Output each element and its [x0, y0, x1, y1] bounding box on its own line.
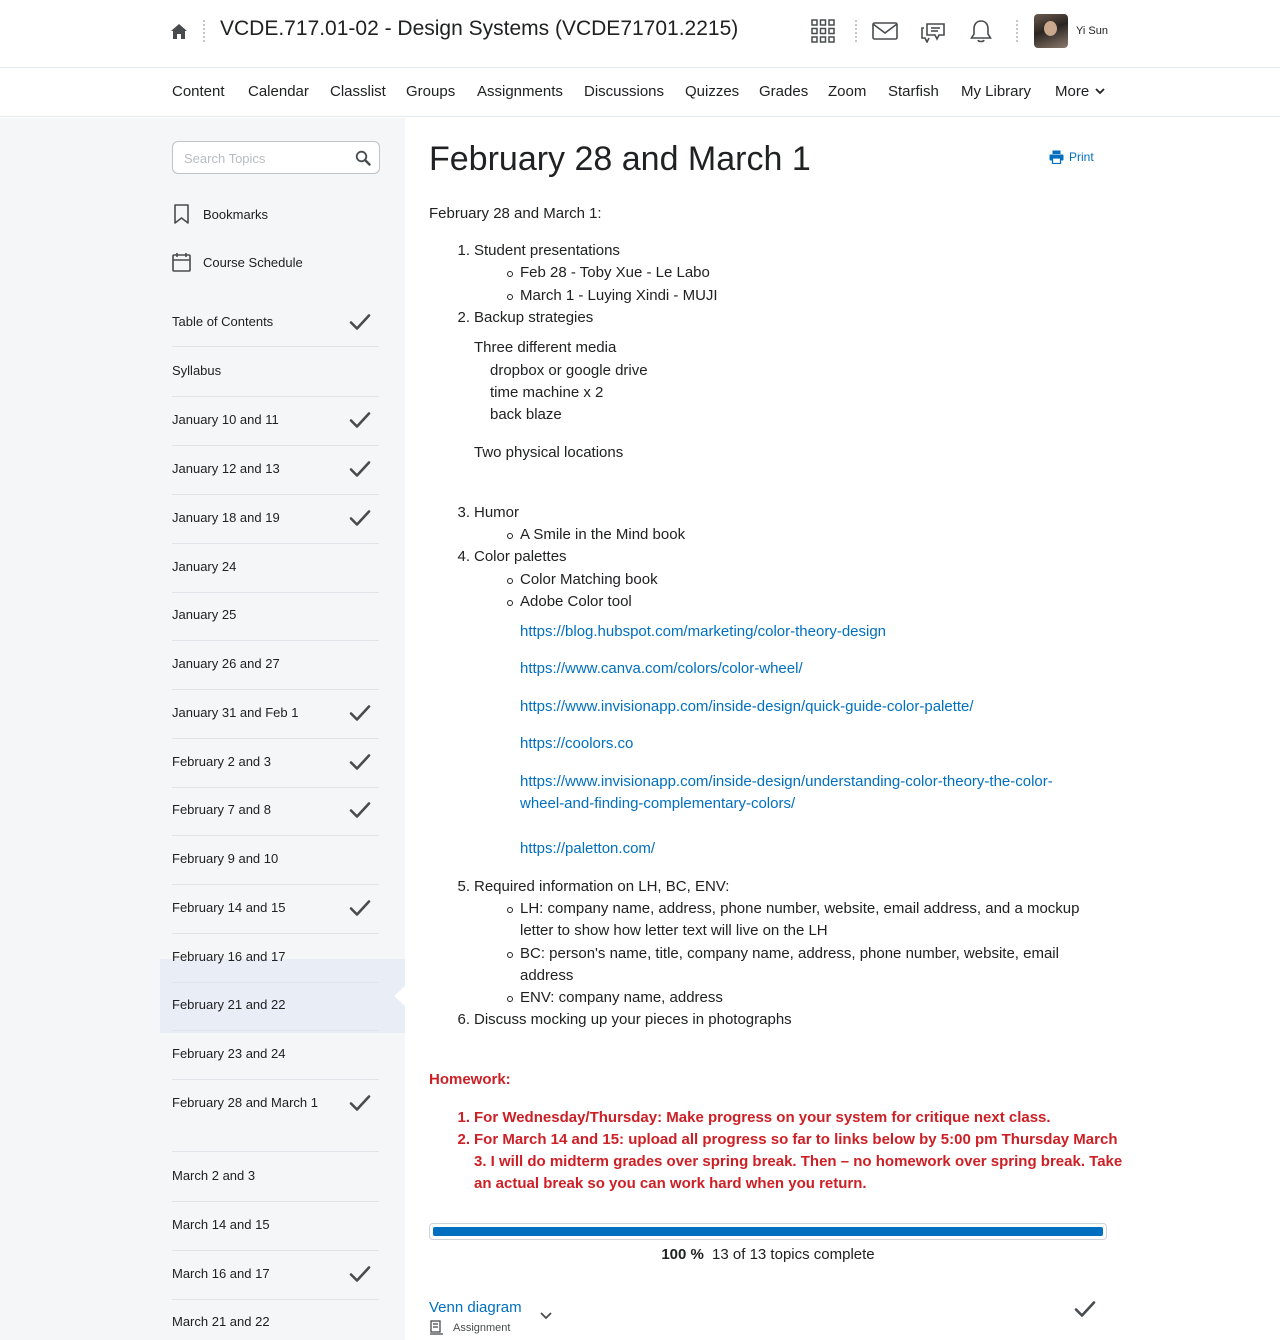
list-number: 2.	[457, 309, 470, 326]
toc-complete-check	[349, 1265, 371, 1283]
bullet	[507, 533, 513, 539]
divider	[1016, 20, 1018, 42]
topic-type-label: Assignment	[453, 1321, 511, 1334]
toc-item[interactable]	[172, 642, 379, 690]
toc-complete-check	[349, 899, 371, 917]
list-subitem: Adobe Color tool	[520, 593, 632, 610]
nav-more-button[interactable]	[1055, 83, 1105, 100]
toc-item[interactable]	[172, 983, 379, 1031]
progress-count: 13 of 13 topics complete	[712, 1246, 875, 1263]
course-navbar	[0, 68, 1280, 117]
checkmark-icon	[349, 313, 371, 331]
checkmark-icon	[349, 509, 371, 527]
bell-icon	[970, 19, 992, 43]
list-item: Student presentations	[474, 242, 620, 259]
top-header	[0, 0, 1280, 68]
list-number: 1.	[457, 242, 470, 259]
progress-fill	[433, 1227, 1103, 1236]
search-button[interactable]	[355, 150, 371, 166]
nav-starfish[interactable]: Starfish	[888, 83, 939, 100]
page-title: February 28 and March 1	[429, 140, 811, 178]
subscription-alerts-button[interactable]	[919, 17, 947, 45]
toc-item-label: March 16 and 17	[172, 1266, 270, 1281]
printer-icon	[1049, 150, 1064, 164]
toc-complete-check	[349, 1094, 371, 1112]
toc-item-label: February 2 and 3	[172, 754, 272, 769]
toc-item[interactable]	[172, 788, 379, 836]
toc-complete-check	[349, 460, 371, 478]
toc-item[interactable]	[172, 1032, 379, 1080]
homework-item-cont: 3. I will do midterm grades over spring break. Then – no homework over spring break. Take	[474, 1153, 1123, 1170]
list-subitem: BC: person's name, title, company name, address, phone number, website, email	[520, 945, 1059, 962]
homework-item-cont: an actual break so you can work hard when you return.	[474, 1175, 867, 1192]
bullet	[507, 294, 513, 300]
bullet	[507, 600, 513, 606]
print-label: Print	[1069, 150, 1094, 164]
nav-my-library[interactable]: My Library	[961, 83, 1032, 100]
chevron-down-icon	[1095, 88, 1105, 95]
toc-item[interactable]	[172, 447, 379, 495]
homework-number: 1.	[457, 1109, 470, 1126]
bullet	[507, 907, 513, 913]
checkmark-icon	[349, 704, 371, 722]
list-item: Humor	[474, 504, 520, 521]
bullet	[507, 952, 513, 958]
bookmarks-link[interactable]	[172, 204, 268, 224]
homework-heading: Homework:	[429, 1071, 511, 1088]
bookmark-icon	[172, 204, 191, 224]
bullet	[507, 578, 513, 584]
toc-item-label: February 21 and 22	[172, 997, 286, 1012]
list-subitem-cont: letter to show how letter text will live on the LH	[520, 922, 828, 939]
nav-discussions[interactable]: Discussions	[584, 83, 665, 100]
list-number: 5.	[457, 878, 470, 895]
update-alerts-button[interactable]	[967, 17, 995, 45]
avatar[interactable]	[1034, 14, 1068, 48]
mail-icon	[872, 22, 898, 40]
nav-assignments[interactable]: Assignments	[477, 83, 563, 100]
toc-item[interactable]	[172, 1300, 379, 1340]
topic-complete-check	[1074, 1300, 1096, 1318]
toc-item-label: March 2 and 3	[172, 1168, 256, 1183]
toc-item[interactable]	[172, 886, 379, 934]
progress-summary	[429, 1246, 1107, 1263]
calendar-icon	[172, 252, 191, 272]
toc-item-label: February 7 and 8	[172, 802, 272, 817]
search-input[interactable]	[184, 150, 349, 166]
toc-item-label: Table of Contents	[172, 314, 274, 329]
course-schedule-label: Course Schedule	[203, 254, 303, 270]
toc-complete-check	[349, 313, 371, 331]
nav-zoom[interactable]: Zoom	[828, 83, 867, 100]
course-selector-button[interactable]	[809, 17, 837, 45]
homework-number: 2.	[457, 1131, 470, 1148]
list-number: 3.	[457, 504, 470, 521]
message-alerts-button[interactable]	[871, 17, 899, 45]
toc-complete-check	[349, 509, 371, 527]
checkmark-icon	[349, 1094, 371, 1112]
intro-text: February 28 and March 1:	[429, 205, 602, 222]
color-link-canva[interactable]: https://www.canva.com/colors/color-wheel/	[520, 660, 803, 677]
color-link-paletton[interactable]: https://paletton.com/	[520, 840, 656, 857]
toc-item[interactable]	[172, 545, 379, 593]
list-subitem-cont: address	[520, 967, 574, 984]
chevron-down-icon	[538, 1308, 554, 1324]
checkmark-icon	[349, 460, 371, 478]
progress-percent: 100 %	[661, 1246, 704, 1263]
print-button[interactable]	[1049, 150, 1094, 164]
paragraph: time machine x 2	[490, 384, 604, 401]
toc-item[interactable]	[172, 496, 379, 544]
toc-item[interactable]	[172, 300, 379, 347]
venn-diagram-link[interactable]: Venn diagram	[429, 1299, 522, 1316]
color-link-invision-palette[interactable]: https://www.invisionapp.com/inside-design/quick-guide-color-palette/	[520, 698, 974, 715]
toc-item-label: February 14 and 15	[172, 900, 286, 915]
paragraph: back blaze	[490, 406, 562, 423]
checkmark-icon	[349, 753, 371, 771]
toc-item-label: February 9 and 10	[172, 851, 279, 866]
toc-item-label: Syllabus	[172, 363, 222, 378]
toc-item-label: January 26 and 27	[172, 656, 280, 671]
home-icon	[171, 24, 187, 39]
list-item: Discuss mocking up your pieces in photographs	[474, 1011, 792, 1028]
nav-classlist[interactable]: Classlist	[330, 83, 386, 100]
search-icon	[355, 150, 371, 166]
list-number: 6.	[457, 1011, 470, 1028]
checkmark-icon	[349, 801, 371, 819]
toc-item-label: January 25	[172, 607, 237, 622]
toc-item[interactable]	[172, 349, 379, 397]
chat-icon	[920, 19, 946, 43]
paragraph: Two physical locations	[474, 444, 624, 461]
toc-item[interactable]	[172, 1252, 379, 1300]
toc-item-label: January 24	[172, 559, 237, 574]
course-schedule-link[interactable]	[172, 252, 303, 272]
course-title[interactable]: VCDE.717.01-02 - Design Systems (VCDE71701.2215)	[220, 17, 739, 40]
topic-options-button[interactable]	[538, 1308, 554, 1324]
home-button[interactable]	[170, 22, 188, 40]
list-subitem: Feb 28 - Toby Xue - Le Labo	[520, 264, 710, 281]
paragraph: Three different media	[474, 339, 617, 356]
user-name[interactable]: Yi Sun	[1076, 25, 1109, 37]
toc-complete-check	[349, 411, 371, 429]
list-number: 4.	[457, 548, 470, 565]
waffle-grid-icon	[811, 19, 835, 43]
list-item: Color palettes	[474, 548, 567, 565]
list-item: Required information on LH, BC, ENV:	[474, 878, 730, 895]
nav-quizzes[interactable]: Quizzes	[685, 83, 740, 100]
toc-item[interactable]	[172, 1154, 379, 1202]
color-link-hubspot[interactable]: https://blog.hubspot.com/marketing/color-theory-design	[520, 623, 887, 640]
toc-item[interactable]	[172, 691, 379, 739]
toc-item-label: January 12 and 13	[172, 461, 280, 476]
color-link-invision-theory-cont[interactable]: wheel-and-finding-complementary-colors/	[520, 795, 796, 812]
nav-grades[interactable]: Grades	[759, 83, 809, 100]
toc-item-label: March 14 and 15	[172, 1217, 270, 1232]
checkmark-icon	[1074, 1300, 1096, 1318]
toc-item[interactable]	[172, 1081, 379, 1152]
assignment-icon	[429, 1320, 444, 1335]
toc-item[interactable]	[172, 740, 379, 788]
checkmark-icon	[349, 411, 371, 429]
toc-item[interactable]	[172, 1203, 379, 1251]
toc-item-label: March 21 and 22	[172, 1314, 270, 1329]
toc-item-label: January 10 and 11	[172, 412, 279, 427]
divider	[203, 20, 205, 42]
toc-item[interactable]	[172, 837, 379, 885]
list-subitem: March 1 - Luying Xindi - MUJI	[520, 287, 718, 304]
toc-item-label: February 16 and 17	[172, 949, 286, 964]
search-topics-box	[172, 141, 380, 174]
toc-item-label: January 18 and 19	[172, 510, 280, 525]
paragraph: dropbox or google drive	[490, 362, 648, 379]
nav-groups[interactable]: Groups	[406, 83, 456, 100]
toc-complete-check	[349, 801, 371, 819]
checkmark-icon	[349, 1265, 371, 1283]
toc-item[interactable]	[172, 935, 379, 983]
color-link-coolors[interactable]: https://coolors.co	[520, 735, 634, 752]
toc-item-label: January 31 and Feb 1	[172, 705, 299, 720]
list-subitem: A Smile in the Mind book	[520, 526, 686, 543]
topic-type	[429, 1320, 510, 1335]
toc-item-label: February 28 and March 1	[172, 1095, 318, 1110]
bookmarks-label: Bookmarks	[203, 206, 269, 222]
toc-complete-check	[349, 704, 371, 722]
checkmark-icon	[349, 899, 371, 917]
nav-content[interactable]: Content	[172, 83, 225, 100]
nav-calendar[interactable]: Calendar	[248, 83, 309, 100]
color-link-invision-theory[interactable]: https://www.invisionapp.com/inside-design/understanding-color-theory-the-color-	[520, 773, 1053, 790]
bullet	[507, 996, 513, 1002]
list-item: Backup strategies	[474, 309, 594, 326]
toc-item[interactable]	[172, 398, 379, 446]
list-subitem: Color Matching book	[520, 571, 658, 588]
nav-more-label: More	[1055, 83, 1090, 100]
toc-complete-check	[349, 753, 371, 771]
homework-item: For March 14 and 15: upload all progress so far to links below by 5:00 pm Thursday March	[474, 1131, 1118, 1148]
homework-item: For Wednesday/Thursday: Make progress on your system for critique next class.	[474, 1109, 1051, 1126]
toc-item-label: February 23 and 24	[172, 1046, 286, 1061]
toc-item[interactable]	[172, 593, 379, 641]
list-subitem: LH: company name, address, phone number, website, email address, and a mockup	[520, 900, 1080, 917]
bullet	[507, 271, 513, 277]
divider	[855, 20, 857, 42]
list-subitem: ENV: company name, address	[520, 989, 723, 1006]
progress-bar	[429, 1223, 1107, 1240]
